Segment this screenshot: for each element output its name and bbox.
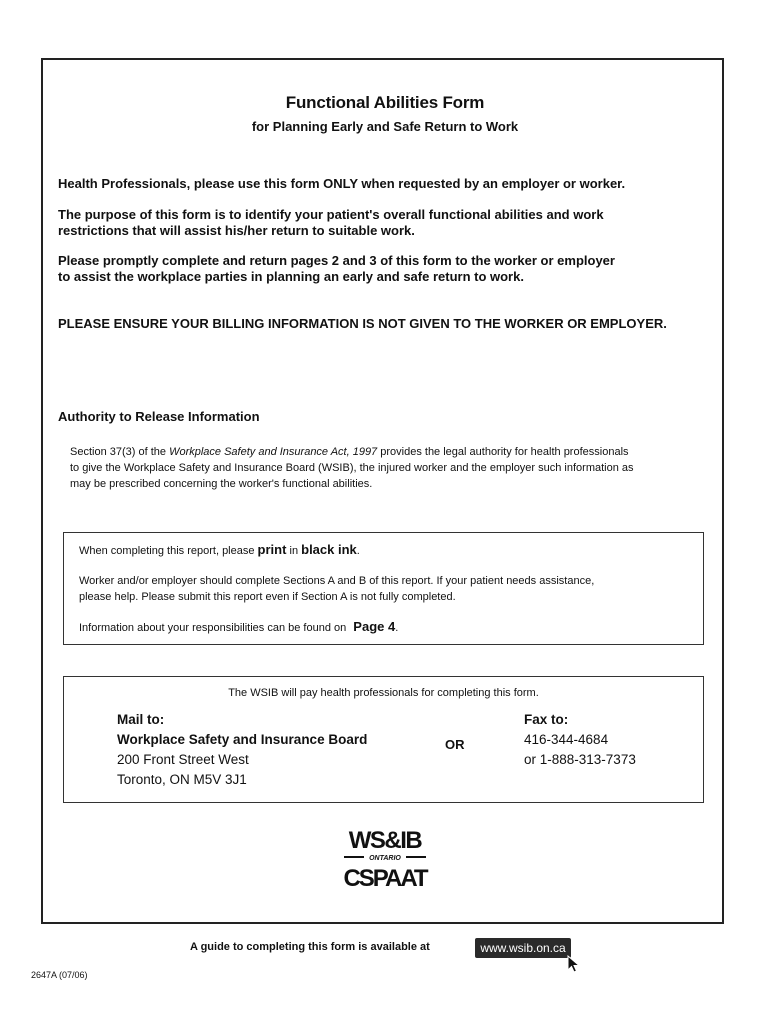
authority-heading: Authority to Release Information: [58, 409, 260, 424]
website-link[interactable]: www.wsib.on.ca: [475, 938, 571, 958]
page-subtitle: for Planning Early and Safe Return to Work: [251, 119, 519, 134]
instruction-request-only: Health Professionals, please use this form ONLY when requested by an employer or worker.: [58, 176, 626, 191]
instruction-purpose: The purpose of this form is to identify your patient's overall functional abilities and work restrictions that will assist his/her return to suitable work.: [58, 207, 604, 238]
print-instruction: When completing this report, please print in black ink.: [79, 542, 360, 557]
sections-instruction: Worker and/or employer should complete Sections A and B of this report. If your patient needs assistance, please help. Please submit this report even if Section A is not fully completed.: [79, 575, 595, 603]
or-label: OR: [445, 737, 465, 752]
logo-top-text: WS&IB: [348, 827, 422, 854]
page-4-reference: Page 4: [353, 619, 396, 634]
page-title: Functional Abilities Form: [285, 93, 485, 112]
act-name: Workplace Safety and Insurance Act, 1997: [169, 446, 378, 458]
form-code: 2647A (07/06): [31, 970, 88, 980]
logo-bottom-text: CSPAAT: [343, 865, 427, 890]
authority-text: Section 37(3) of the Workplace Safety and Insurance Act, 1997 provides the legal authority for health professionals to give the Workplace Safety and Insurance Board (WSIB), the injured worker and the employer such information as may be prescribed concerning the worker's functional abilities.: [70, 446, 634, 490]
billing-warning: PLEASE ENSURE YOUR BILLING INFORMATION IS NOT GIVEN TO THE WORKER OR EMPLOYER.: [58, 316, 667, 331]
completion-instructions-box: [63, 532, 704, 645]
mail-address: Mail to: Workplace Safety and Insurance Board 200 Front Street West Toronto, ON M5V 3J1: [117, 712, 368, 787]
payment-note: The WSIB will pay health professionals for completing this form.: [228, 687, 539, 699]
guide-availability-text: A guide to completing this form is available at: [190, 941, 430, 953]
responsibilities-note: Information about your responsibilities can be found on Page 4.: [79, 619, 399, 634]
instruction-return-pages: Please promptly complete and return pages 2 and 3 of this form to the worker or employer to assist the workplace parties in planning an early and safe return to work.: [58, 253, 615, 284]
cursor-arrow-icon: [566, 955, 582, 973]
fax-info: Fax to: 416-344-4684 or 1-888-313-7373: [524, 712, 636, 767]
submission-box: [63, 676, 704, 803]
wsib-logo: [340, 826, 430, 890]
logo-middle-text: ONTARIO: [369, 855, 401, 862]
